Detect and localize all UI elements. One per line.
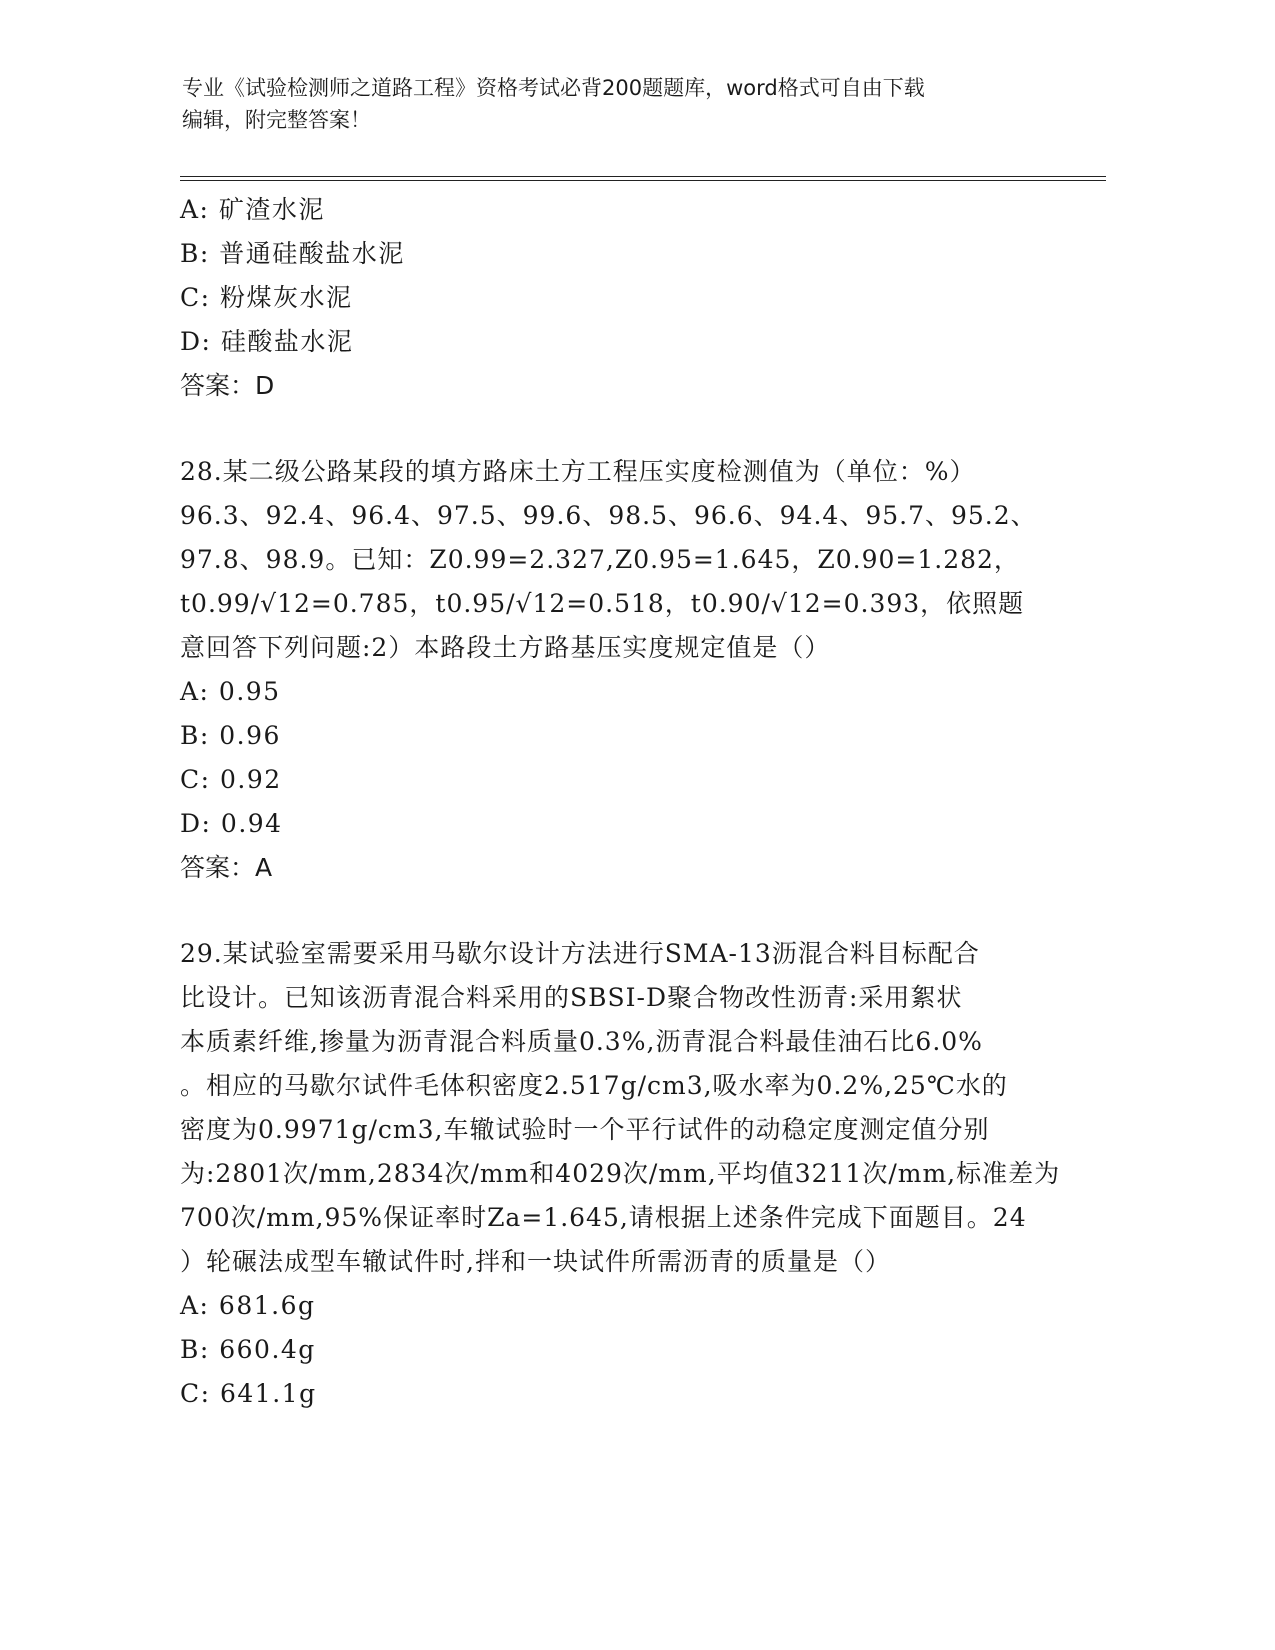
question-text-line: 。相应的马歇尔试件毛体积密度2.517g/cm3,吸水率为0.2%,25℃水的	[180, 1071, 1008, 1100]
question-27	[180, 188, 1060, 408]
question-28	[180, 450, 1060, 890]
question-text-line: 意回答下列问题:2）本路段土方路基压实度规定值是（）	[180, 633, 831, 662]
option-b: B: 普通硅酸盐水泥	[180, 239, 405, 268]
question-text-line: 28.某二级公路某段的填方路床土方工程压实度检测值为（单位：%）	[180, 457, 976, 486]
question-text-line: 本质素纤维,掺量为沥青混合料质量0.3%,沥青混合料最佳油石比6.0%	[180, 1027, 983, 1056]
header-divider	[180, 176, 1106, 181]
document-body	[180, 188, 1060, 1416]
option-d: D: 0.94	[180, 809, 283, 838]
option-c: C: 641.1g	[180, 1379, 317, 1408]
question-text-line: 为:2801次/mm,2834次/mm和4029次/mm,平均值3211次/mm,标准差为	[180, 1159, 1061, 1188]
question-text-line: 密度为0.9971g/cm3,车辙试验时一个平行试件的动稳定度测定值分别	[180, 1115, 990, 1144]
option-b: B: 660.4g	[180, 1335, 316, 1364]
option-d: D: 硅酸盐水泥	[180, 327, 354, 356]
question-text-line: ）轮碾法成型车辙试件时,拌和一块试件所需沥青的质量是（）	[180, 1247, 891, 1276]
question-text-line: 比设计。已知该沥青混合料采用的SBSI-D聚合物改性沥青:采用絮状	[180, 983, 963, 1012]
document-header	[182, 72, 1062, 136]
question-29	[180, 932, 1060, 1416]
option-a: A: 681.6g	[180, 1291, 316, 1320]
question-text-line: t0.99/√12=0.785，t0.95/√12=0.518，t0.90/√12=0.393，依照题	[180, 589, 1025, 618]
answer: 答案：A	[180, 853, 273, 882]
option-c: C: 粉煤灰水泥	[180, 283, 353, 312]
header-line-1: 专业《试验检测师之道路工程》资格考试必背200题题库，word格式可自由下载	[182, 76, 925, 100]
header-line-2: 编辑，附完整答案！	[182, 108, 371, 132]
answer: 答案：D	[180, 371, 275, 400]
option-a: A: 矿渣水泥	[180, 195, 325, 224]
option-b: B: 0.96	[180, 721, 281, 750]
option-a: A: 0.95	[180, 677, 281, 706]
question-text	[180, 450, 1060, 670]
question-text-line: 96.3、92.4、96.4、97.5、99.6、98.5、96.6、94.4、95.7、95.2、	[180, 501, 1037, 530]
question-text	[180, 932, 1060, 1284]
question-text-line: 700次/mm,95%保证率时Za=1.645,请根据上述条件完成下面题目。24	[180, 1203, 1027, 1232]
spacer	[180, 890, 1060, 932]
question-text-line: 97.8、98.9。已知：Z0.99=2.327,Z0.95=1.645，Z0.90=1.282，	[180, 545, 1020, 574]
option-c: C: 0.92	[180, 765, 282, 794]
spacer	[180, 408, 1060, 450]
question-text-line: 29.某试验室需要采用马歇尔设计方法进行SMA-13沥混合料目标配合	[180, 939, 980, 968]
